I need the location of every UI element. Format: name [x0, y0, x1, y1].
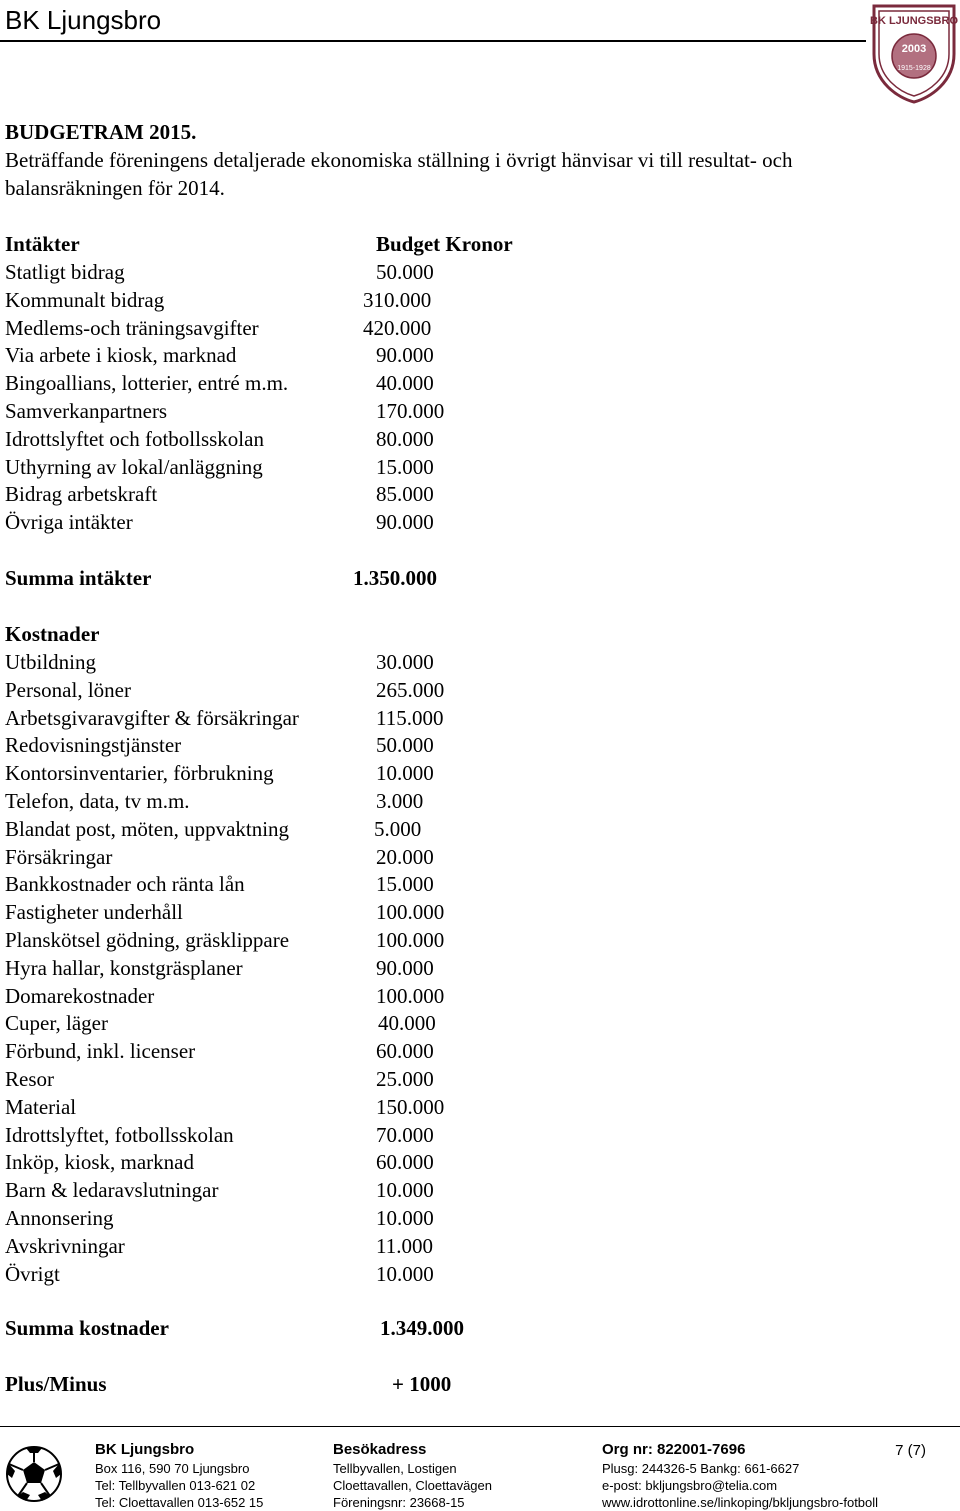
cost-row-amount: 10.000 [376, 1206, 434, 1230]
income-row-amount: 170.000 [376, 399, 445, 423]
footer-association-number: Föreningsnr: 23668-15 [333, 1495, 465, 1510]
income-row-label: Övriga intäkter [5, 510, 133, 535]
cost-row-amount: 40.000 [378, 1011, 436, 1036]
income-heading: Intäkter [5, 232, 80, 256]
footer-visit-column [333, 1439, 492, 1511]
cost-row-amount: 15.000 [376, 872, 434, 897]
income-row-label: Via arbete i kiosk, marknad [5, 343, 237, 368]
result-label: Plus/Minus [5, 1372, 107, 1396]
footer-org-column [602, 1439, 878, 1511]
page-number: 7 (7) [895, 1442, 926, 1459]
cost-row-label: Övrigt [5, 1261, 60, 1286]
income-row-label: Kommunalt bidrag [5, 287, 165, 312]
footer-org-number: Org nr: 822001-7696 [602, 1441, 746, 1458]
income-row-amount: 420.000 [363, 315, 432, 340]
footer-phone-tellbyvallen: Tel: Tellbyvallen 013-621 02 [95, 1478, 256, 1493]
cost-row-label: Hyra hallar, konstgräsplaner [5, 955, 243, 980]
cost-row-amount: 100.000 [376, 983, 445, 1008]
footer-club-name: BK Ljungsbro [95, 1441, 195, 1458]
footer-address-column [95, 1439, 263, 1511]
cost-row-amount: 150.000 [376, 1094, 445, 1119]
svg-text:2003: 2003 [901, 43, 927, 55]
cost-row-label: Blandat post, möten, uppvaktning [5, 816, 290, 841]
income-row-label: Medlems-och träningsavgifter [5, 315, 259, 340]
cost-row-amount: 5.000 [374, 816, 422, 841]
cost-row-label: Bankkostnader och ränta lån [5, 872, 245, 897]
svg-text:BK LJUNGSBRO: BK LJUNGSBRO [870, 15, 958, 27]
svg-text:1915-1928: 1915-1928 [897, 65, 931, 72]
cost-row-label: Barn & ledaravslutningar [5, 1178, 219, 1203]
income-row-amount: 310.000 [363, 287, 432, 312]
cost-row-amount: 20.000 [376, 844, 434, 869]
income-total-label: Summa intäkter [5, 566, 152, 590]
cost-row-amount: 30.000 [376, 650, 434, 674]
income-row-amount: 40.000 [376, 371, 434, 396]
income-row-label: Idrottslyftet och fotbollsskolan [5, 426, 264, 451]
cost-row-label: Resor [5, 1067, 54, 1091]
cost-row-amount: 25.000 [376, 1067, 434, 1091]
income-row-amount: 50.000 [376, 260, 434, 284]
cost-row-amount: 60.000 [376, 1150, 434, 1175]
income-row-label: Bingoallians, lotterier, entré m.m. [5, 371, 289, 396]
costs-heading: Kostnader [5, 622, 100, 646]
cost-row-amount: 50.000 [376, 733, 434, 758]
cost-row-label: Material [5, 1094, 77, 1119]
cost-row-amount: 100.000 [376, 928, 445, 952]
footer-website-link[interactable]: www.idrottonline.se/linkoping/bkljungsbro-fotboll [602, 1495, 879, 1510]
cost-row-label: Domarekostnader [5, 983, 155, 1008]
footer-bank-accounts: Plusg: 244326-5 Bankg: 661-6627 [602, 1461, 800, 1476]
income-total-amount: 1.350.000 [353, 566, 437, 590]
intro-text-line-1: Beträffande föreningens detaljerade ekonomiska ställning i övrigt hänvisar vi till resultat- och [5, 148, 793, 172]
income-row-amount: 80.000 [376, 426, 434, 451]
header-divider [0, 40, 866, 42]
cost-row-amount: 115.000 [376, 705, 444, 730]
cost-row-label: Telefon, data, tv m.m. [5, 789, 190, 813]
income-row-amount: 15.000 [376, 454, 434, 479]
footer-email-link[interactable]: e-post: bkljungsbro@telia.com [602, 1478, 778, 1493]
footer-divider [0, 1426, 960, 1427]
costs-total-amount: 1.349.000 [380, 1316, 464, 1340]
cost-row-label: Fastigheter underhåll [5, 900, 183, 925]
cost-row-label: Försäkringar [5, 844, 113, 869]
cost-row-label: Inköp, kiosk, marknad [5, 1150, 194, 1175]
cost-row-amount: 100.000 [376, 900, 445, 925]
document-title: BK Ljungsbro [5, 5, 162, 35]
footer-phone-cloettavallen: Tel: Cloettavallen 013-652 15 [95, 1495, 264, 1510]
budget-column-heading: Budget Kronor [376, 232, 513, 256]
cost-row-label: Redovisningstjänster [5, 733, 182, 758]
intro-text-line-2: balansräkningen för 2014. [5, 176, 225, 200]
cost-row-amount: 10.000 [376, 1261, 434, 1286]
cost-row-amount: 70.000 [376, 1122, 434, 1147]
club-crest-logo [870, 2, 958, 104]
cost-row-label: Annonsering [5, 1206, 114, 1230]
cost-row-label: Förbund, inkl. licenser [5, 1039, 196, 1064]
budget-heading: BUDGETRAM 2015. [5, 120, 197, 144]
cost-row-amount: 265.000 [376, 677, 445, 702]
footer-visit-tellbyvallen: Tellbyvallen, Lostigen [333, 1461, 457, 1476]
cost-row-amount: 10.000 [376, 1178, 434, 1203]
cost-row-amount: 60.000 [376, 1039, 434, 1064]
cost-row-label: Planskötsel gödning, gräsklippare [5, 928, 290, 952]
cost-row-label: Avskrivningar [5, 1233, 125, 1258]
footer-visit-heading: Besökadress [333, 1441, 427, 1458]
cost-row-label: Idrottslyftet, fotbollsskolan [5, 1122, 234, 1147]
cost-row-amount: 10.000 [376, 761, 434, 786]
income-row-amount: 85.000 [376, 482, 434, 507]
costs-total-label: Summa kostnader [5, 1316, 169, 1340]
income-row-amount: 90.000 [376, 343, 434, 368]
footer-visit-cloettavallen: Cloettavallen, Cloettavägen [333, 1478, 492, 1493]
cost-row-amount: 11.000 [376, 1233, 433, 1258]
income-row-label: Samverkanpartners [5, 399, 168, 423]
cost-row-amount: 3.000 [376, 789, 424, 813]
result-amount: + 1000 [392, 1372, 452, 1396]
cost-row-label: Cuper, läger [5, 1011, 108, 1036]
cost-row-label: Personal, löner [5, 677, 131, 702]
cost-row-label: Kontorsinventarier, förbrukning [5, 761, 274, 786]
cost-row-label: Utbildning [5, 650, 97, 674]
cost-row-amount: 90.000 [376, 955, 434, 980]
income-row-label: Bidrag arbetskraft [5, 482, 158, 507]
income-row-label: Statligt bidrag [5, 260, 125, 284]
income-row-label: Uthyrning av lokal/anläggning [5, 454, 263, 479]
income-row-amount: 90.000 [376, 510, 434, 535]
football-icon [4, 1444, 64, 1504]
footer-postal-address: Box 116, 590 70 Ljungsbro [95, 1461, 250, 1476]
cost-row-label: Arbetsgivaravgifter & försäkringar [5, 705, 299, 730]
